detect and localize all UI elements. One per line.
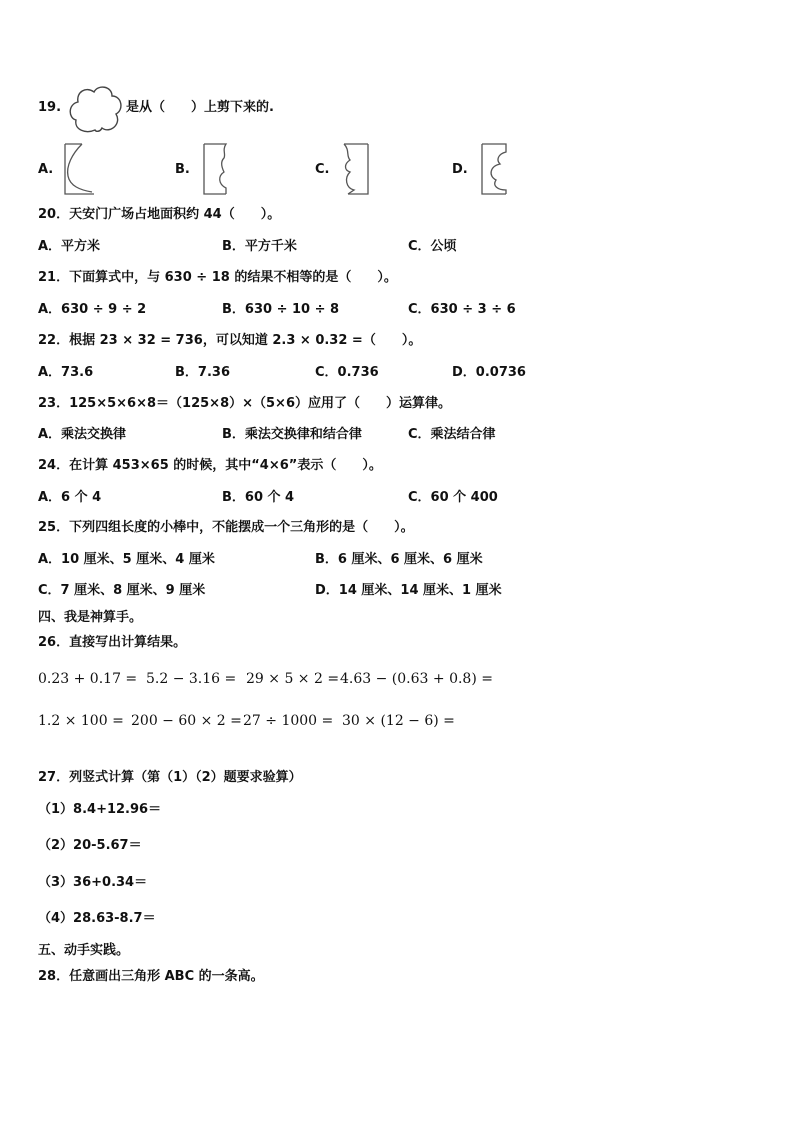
q21-option-c: C．630 ÷ 3 ÷ 6 (408, 302, 516, 317)
q19-option-b-figure (200, 142, 236, 196)
q24-option-c: C．60 个 400 (408, 490, 498, 505)
q21-option-b: B．630 ÷ 10 ÷ 8 (222, 302, 340, 317)
q25-option-a: A．10 厘米、5 厘米、4 厘米 (38, 552, 215, 567)
q19-option-d-label: D. (452, 162, 468, 177)
q26-expression-8: 30 × (12 − 6) = (342, 713, 455, 729)
q23-option-b: B．乘法交换律和结合律 (222, 427, 362, 442)
q19-question-text: 是从（ ）上剪下来的. (126, 100, 274, 115)
q25-option-c: C．7 厘米、8 厘米、9 厘米 (38, 583, 206, 598)
q23-option-c: C．乘法结合律 (408, 427, 496, 442)
q26-expression-1: 0.23 + 0.17 = (38, 671, 138, 687)
q20-option-b: B．平方千米 (222, 239, 297, 254)
q19-option-c-label: C. (315, 162, 330, 177)
q20-question-text: 20．天安门广场占地面积约 44（ ）。 (38, 207, 281, 222)
q26-expression-5: 1.2 × 100 = (38, 713, 124, 729)
q22-option-a: A．73.6 (38, 365, 94, 380)
q19-option-b-label: B. (175, 162, 190, 177)
q24-option-a: A．6 个 4 (38, 490, 102, 505)
q24-option-b: B．60 个 4 (222, 490, 295, 505)
q19-option-a-label: A. (38, 162, 54, 177)
q23-option-a: A．乘法交换律 (38, 427, 127, 442)
q23-question-text: 23．125×5×6×8＝（125×8）×（5×6）应用了（ ）运算律。 (38, 396, 451, 411)
section-5-heading: 五、动手实践。 (38, 943, 130, 958)
q27-item-4: （4）28.63-8.7＝ (38, 911, 156, 926)
q26-expression-6: 200 − 60 × 2 = (131, 713, 242, 729)
q19-option-a-figure (62, 142, 102, 196)
q19-number: 19. (38, 100, 62, 115)
q24-question-text: 24．在计算 453×65 的时候，其中“4×6”表示（ ）。 (38, 458, 382, 473)
q26-expression-3: 29 × 5 × 2 = (246, 671, 340, 687)
q26-expression-4: 4.63 − (0.63 + 0.8) = (340, 671, 493, 687)
q22-question-text: 22．根据 23 × 32 = 736，可以知道 2.3 × 0.32 =（ ）。 (38, 333, 422, 348)
q27-question-text: 27．列竖式计算（第（1）（2）题要求验算） (38, 770, 302, 785)
q25-question-text: 25．下列四组长度的小棒中，不能摆成一个三角形的是（ ）。 (38, 520, 414, 535)
q22-option-c: C．0.736 (315, 365, 379, 380)
q26-expression-2: 5.2 − 3.16 = (146, 671, 237, 687)
q20-option-a: A．平方米 (38, 239, 101, 254)
q21-question-text: 21．下面算式中，与 630 ÷ 18 的结果不相等的是（ ）。 (38, 270, 397, 285)
q28-question-text: 28．任意画出三角形 ABC 的一条高。 (38, 969, 264, 984)
q19-option-c-figure (340, 142, 374, 196)
q22-option-d: D．0.0736 (452, 365, 526, 380)
q27-item-1: （1）8.4+12.96＝ (38, 802, 162, 817)
q27-item-3: （3）36+0.34＝ (38, 875, 148, 890)
cloud-shape-figure (66, 80, 124, 136)
q26-expression-7: 27 ÷ 1000 = (243, 713, 334, 729)
q26-question-text: 26．直接写出计算结果。 (38, 635, 187, 650)
q21-option-a: A．630 ÷ 9 ÷ 2 (38, 302, 147, 317)
q19-option-d-figure (478, 142, 510, 196)
section-4-heading: 四、我是神算手。 (38, 610, 143, 625)
q27-item-2: （2）20-5.67＝ (38, 838, 142, 853)
q20-option-c: C．公顷 (408, 239, 457, 254)
q25-option-d: D．14 厘米、14 厘米、1 厘米 (315, 583, 502, 598)
q25-option-b: B．6 厘米、6 厘米、6 厘米 (315, 552, 483, 567)
q22-option-b: B．7.36 (175, 365, 230, 380)
